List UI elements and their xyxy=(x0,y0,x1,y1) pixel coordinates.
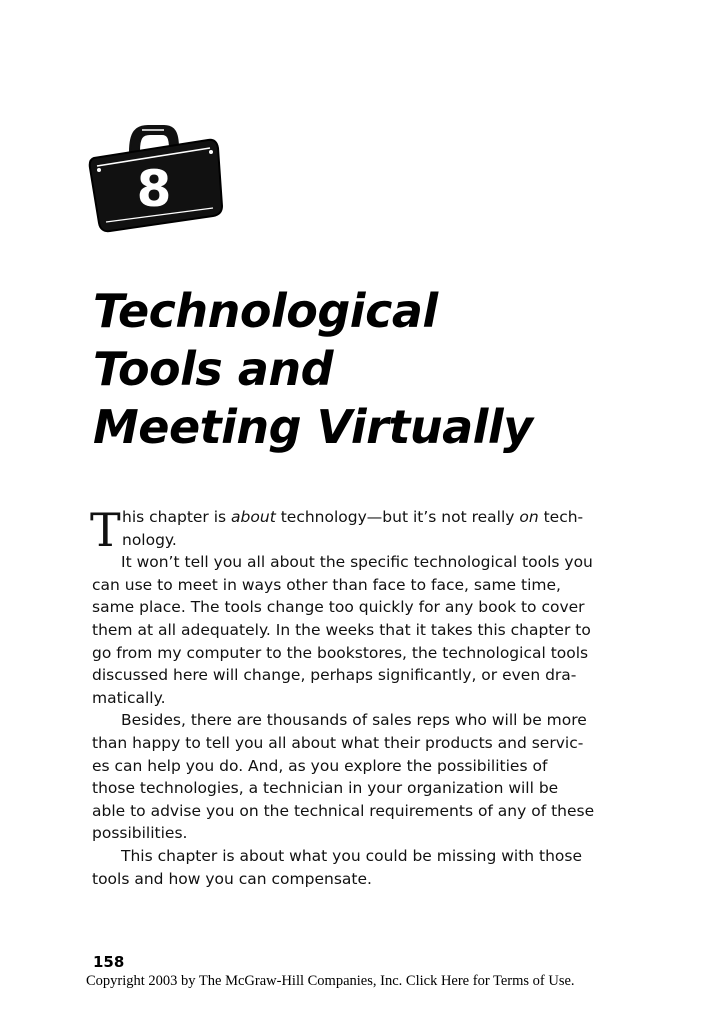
text-line: matically. xyxy=(92,688,166,707)
text-line: discussed here will change, perhaps significantly, or even dra- xyxy=(92,666,577,685)
terms-of-use-link[interactable]: Click Here for Terms of Use. xyxy=(405,973,575,989)
page-number: 158 xyxy=(93,953,125,971)
text-run: his chapter is xyxy=(122,508,232,526)
paragraph xyxy=(92,551,612,709)
text-line: can use to meet in ways other than face to face, same time, xyxy=(92,575,561,594)
text-line: go from my computer to the bookstores, the technological tools xyxy=(92,643,589,662)
text-line: Besides, there are thousands of sales reps who will be more xyxy=(121,711,587,730)
text-line: It won’t tell you all about the specific technological tools you xyxy=(121,553,593,572)
chapter-title-line: Meeting Virtually xyxy=(93,400,533,454)
paragraph xyxy=(92,709,612,845)
text-line: those technologies, a technician in your organization will be xyxy=(92,779,559,798)
chapter-title-line: Tools and xyxy=(93,342,334,396)
text-run: technology—but it’s not really xyxy=(275,508,520,526)
paragraph xyxy=(90,503,612,557)
emphasis-about: about xyxy=(231,508,276,526)
text-line: them at all adequately. In the weeks that it takes this chapter to xyxy=(92,620,591,639)
text-line: same place. The tools change too quickly for any book to cover xyxy=(92,598,585,617)
emphasis-on: on xyxy=(519,508,539,526)
chapter-title xyxy=(93,282,533,456)
text-line: possibilities. xyxy=(92,824,188,843)
text-line: tools and how you can compensate. xyxy=(92,869,372,888)
text-line: es can help you do. And, as you explore the possibilities of xyxy=(92,756,548,775)
paragraph xyxy=(92,845,612,890)
text-line: nology. xyxy=(122,530,177,549)
drop-cap: T xyxy=(90,503,121,557)
chapter-body xyxy=(90,503,612,890)
text-run: tech- xyxy=(538,508,584,526)
chapter-number: 8 xyxy=(136,160,172,218)
chapter-title-line: Technological xyxy=(93,284,438,338)
briefcase-icon xyxy=(86,118,226,236)
copyright-text: Copyright 2003 by The McGraw-Hill Companies, Inc. xyxy=(86,973,406,989)
copyright-notice xyxy=(86,973,575,990)
text-line: This chapter is about what you could be missing with those xyxy=(121,846,583,865)
text-line: than happy to tell you all about what their products and servic- xyxy=(92,733,584,752)
text-line: able to advise you on the technical requirements of any of these xyxy=(92,801,595,820)
text-line xyxy=(92,506,612,529)
